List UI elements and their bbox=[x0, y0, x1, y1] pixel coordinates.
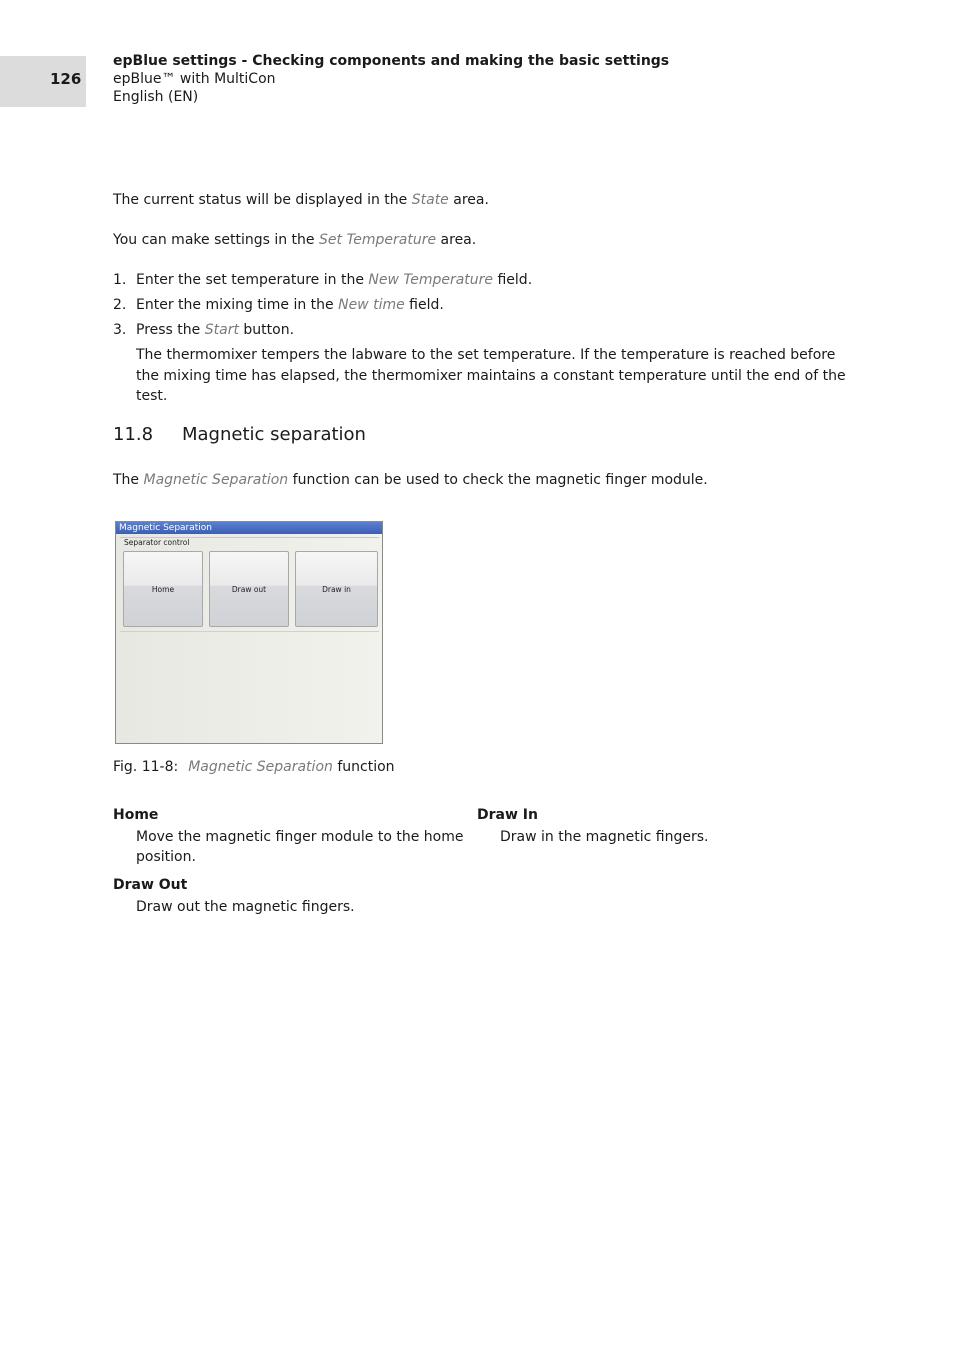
group-divider bbox=[120, 631, 379, 632]
state-text: The current status will be displayed in the bbox=[113, 192, 412, 208]
definition-term: Draw In bbox=[477, 807, 538, 823]
header-product: epBlue™ with MultiCon bbox=[113, 71, 276, 87]
definition-text: Draw out the magnetic fingers. bbox=[136, 899, 355, 915]
section-description: The Magnetic Separation function can be used to check the magnetic finger module. bbox=[113, 472, 708, 488]
state-paragraph bbox=[113, 190, 489, 210]
draw-out-button[interactable]: Draw out bbox=[209, 551, 289, 627]
header-title: epBlue settings - Checking components and making the basic settings bbox=[113, 53, 670, 69]
section-number: 11.8 bbox=[113, 424, 154, 445]
step-text: Enter the set temperature in the New Temperature field. bbox=[136, 272, 533, 288]
definition-term: Home bbox=[113, 807, 159, 823]
draw-in-button[interactable]: Draw in bbox=[295, 551, 378, 627]
settemp-text: You can make settings in the bbox=[113, 232, 319, 248]
step-number: 1. bbox=[113, 272, 127, 288]
figure-caption: Fig. 11-8: Magnetic Separation function bbox=[113, 759, 395, 775]
page-number: 126 bbox=[50, 70, 82, 88]
step-number: 3. bbox=[113, 322, 127, 338]
separator-control-group bbox=[120, 537, 379, 632]
home-button[interactable]: Home bbox=[123, 551, 203, 627]
state-text-end: area. bbox=[448, 192, 489, 208]
step-text: Press the Start button. bbox=[136, 322, 295, 338]
settemp-text-end: area. bbox=[436, 232, 477, 248]
magnetic-separation-dialog bbox=[115, 521, 383, 744]
dialog-title: Magnetic Separation bbox=[116, 522, 382, 534]
state-term: State bbox=[411, 192, 449, 208]
step-text: Enter the mixing time in the New time field. bbox=[136, 297, 444, 313]
header-language: English (EN) bbox=[113, 89, 199, 105]
definition-term: Draw Out bbox=[113, 877, 188, 893]
settemp-paragraph bbox=[113, 230, 476, 250]
step-number: 2. bbox=[113, 297, 127, 313]
settemp-term: Set Temperature bbox=[319, 232, 437, 248]
section-title: Magnetic separation bbox=[182, 424, 366, 445]
definition-text: Move the magnetic finger module to the home position. bbox=[136, 829, 464, 865]
step-note: The thermomixer tempers the labware to the set temperature. If the temperature is reached before the mixing time has elapsed, the thermomixer maintains a constant temperature until the end of the test. bbox=[136, 347, 846, 404]
group-label: Separator control bbox=[124, 538, 190, 547]
definition-text: Draw in the magnetic fingers. bbox=[500, 829, 709, 845]
